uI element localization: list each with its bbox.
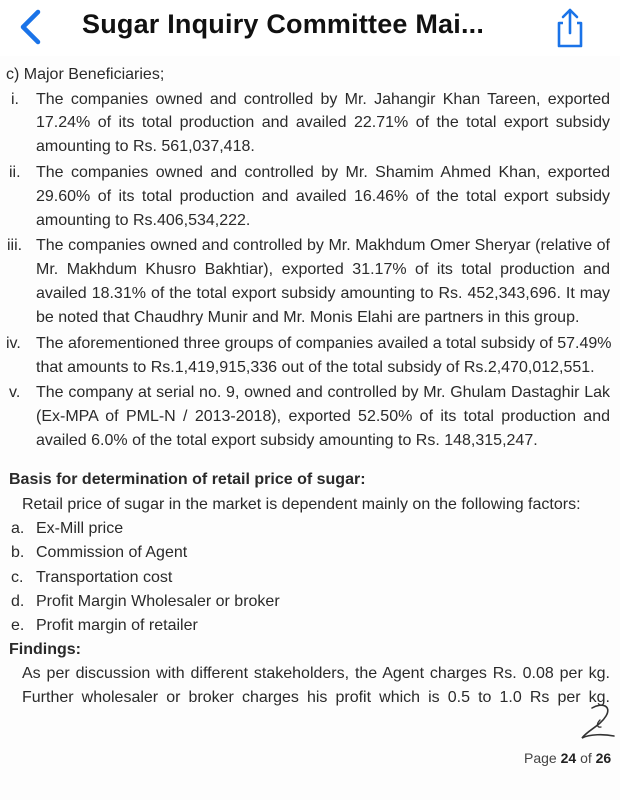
document-page[interactable] xyxy=(0,56,620,800)
findings-heading: Findings: xyxy=(9,641,81,658)
item-line: (Ex-MPA of PML-N / 2013-2018), exported 52.50% of its total production and xyxy=(36,408,610,425)
share-button[interactable] xyxy=(548,6,592,50)
item-line: The aforementioned three groups of companies availed a total subsidy of 57.49% xyxy=(36,335,612,352)
top-navigation-bar xyxy=(0,0,620,57)
page-of-label: of xyxy=(580,750,592,766)
page-number xyxy=(524,750,611,766)
factor-letter: b. xyxy=(11,544,25,561)
factor-item: Profit margin of retailer xyxy=(36,617,198,634)
item-line: Mr. Makhdum Khusro Bakhtiar), exported 31.17% of its total production and xyxy=(36,261,610,278)
back-button[interactable] xyxy=(10,6,54,50)
section-c-heading: c) Major Beneficiaries; xyxy=(6,66,165,83)
item-line: amounting to Rs.406,534,222. xyxy=(36,212,251,229)
share-icon xyxy=(548,6,592,50)
findings-line: As per discussion with different stakeholders, the Agent charges Rs. 0.08 per kg. xyxy=(22,665,610,682)
item-line: availed 6.0% of the total export subsidy amounting to Rs. 148,315,247. xyxy=(36,432,538,449)
current-page: 24 xyxy=(560,750,577,766)
page-label: Page xyxy=(524,750,557,766)
factor-letter: d. xyxy=(11,593,25,610)
item-line: availed 18.31% of the total export subsidy amounting to Rs. 452,343,696. It may xyxy=(36,285,610,302)
item-line: The company at serial no. 9, owned and controlled by Mr. Ghulam Dastaghir Lak xyxy=(36,384,610,401)
item-line: that amounts to Rs.1,419,915,336 out of the total subsidy of Rs.2,470,012,551. xyxy=(36,359,595,376)
factor-item: Commission of Agent xyxy=(36,544,188,561)
item-line: The companies owned and controlled by Mr. Shamim Ahmed Khan, exported xyxy=(36,164,610,181)
factor-letter: a. xyxy=(11,520,25,537)
signature-icon xyxy=(570,700,620,746)
item-line: 17.24% of its total production and availed 22.71% of the total export subsidy xyxy=(36,114,610,131)
findings-line: Further wholesaler or broker charges his profit which is 0.5 to 1.0 Rs per kg. xyxy=(22,689,610,706)
factor-item: Transportation cost xyxy=(36,569,173,586)
basis-heading: Basis for determination of retail price of sugar: xyxy=(9,471,366,488)
item-number: iii. xyxy=(7,237,23,254)
basis-intro: Retail price of sugar in the market is dependent mainly on the following factors: xyxy=(22,496,581,513)
item-line: The companies owned and controlled by Mr. Makhdum Omer Sheryar (relative of xyxy=(36,237,610,254)
factor-letter: c. xyxy=(11,569,24,586)
factor-item: Profit Margin Wholesaler or broker xyxy=(36,593,280,610)
item-number: v. xyxy=(9,384,21,401)
factor-item: Ex-Mill price xyxy=(36,520,124,537)
chevron-left-icon xyxy=(10,6,54,50)
item-line: be noted that Chaudhry Munir and Mr. Monis Elahi are partners in this group. xyxy=(36,309,580,326)
document-title: Sugar Inquiry Committee Mai... xyxy=(82,9,485,39)
total-pages: 26 xyxy=(595,750,612,766)
item-number: i. xyxy=(11,91,19,108)
factor-letter: e. xyxy=(11,617,25,634)
item-number: iv. xyxy=(6,335,21,352)
item-line: The companies owned and controlled by Mr. Jahangir Khan Tareen, exported xyxy=(36,91,610,108)
item-line: amounting to Rs. 561,037,418. xyxy=(36,138,255,155)
item-number: ii. xyxy=(9,164,21,181)
item-line: 29.60% of its total production and availed 16.46% of the total export subsidy xyxy=(36,188,610,205)
